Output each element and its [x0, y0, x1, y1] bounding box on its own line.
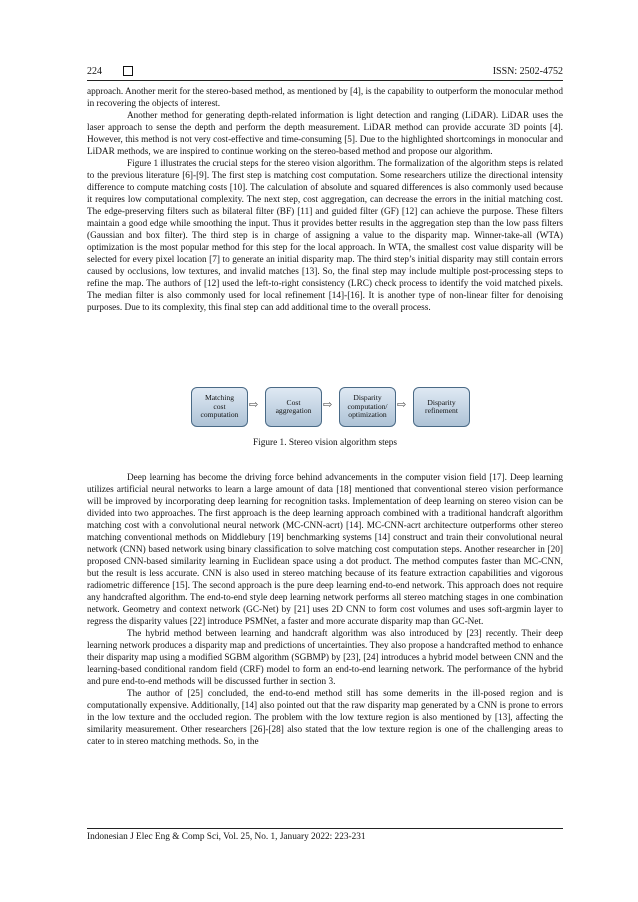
step-matching-cost-box	[191, 387, 248, 427]
figure-1-flowchart	[191, 384, 473, 426]
step-label: Disparity refinement	[425, 397, 458, 415]
issn-label: ISSN: 2502-4752	[492, 66, 563, 77]
step-label: Disparity computation/ optimization	[347, 393, 388, 420]
step-disparity-refinement-box	[413, 387, 470, 427]
header-rule	[87, 80, 563, 81]
paragraph: Figure 1 illustrates the crucial steps for the stereo vision algorithm. The formalization of the algorithm steps is related to the previous literature [6]-[9]. The first step is matching cost computation. Some researchers utilize the directional intensity difference to compute matching costs [10]. The calculation of absolute and squared differences is also commonly used because it requires low computational complexity. The next step, cost aggregation, can decrease the errors in the initial matching cost. The edge-preserving filters such as bilateral filter (BF) [11] and guided filter (GF) [12] can achieve the purpose. These filters maintain a good edge while smoothing the input. Thus it provides better results in the aggregation step than the low pass filters (Gaussian and box filter). The third step is in charge of assigning a value to the disparity map. Winner-take-all (WTA) optimization is the most popular method for this step for the local approach. In WTA, the smallest cost value disparity will be selected for every pixel location [7] to generate an initial disparity map. The third step’s initial disparity may still contain errors caused by occlusions, low textures, and invalid matches [13]. So, the final step may include multiple post-processing steps to refine the map. The authors of [12] used the left-to-right consistency (LRC) check process to identify the void matched pixels. The median filter is also commonly used for local refinement [14]-[16]. It is another type of non-linear filter for denoising purposes. Due to its complexity, this final step can add additional time to the overall process.	[87, 159, 563, 313]
square-icon	[123, 66, 133, 76]
step-disparity-computation-box	[339, 387, 396, 427]
paragraph: Deep learning has become the driving force behind advancements in the computer vision field [17]. Deep learning utilizes artificial neural networks to learn a large amount of data [18] mentioned that conventional stereo vision performance will be improved by incorporating deep learning for recognition tasks. Implementation of deep learning on stereo vision can be divided into two approaches. The first approach is the deep learning approach combined with a traditional handcraft algorithm matching cost with a convolutional neural network (MC-CNN-acrt) [14]. MC-CNN-acrt architecture outperforms other stereo matching conventional methods on Middlebury [19] benchmarking systems [14] construct and train their convolutional neural network (CNN) based network using binary classification to solve matching cost computation steps. Another researcher in [20] proposed CNN-based similarity learning in Euclidean space using a dot product. The method computes faster than MC-CNN, but the result is less accurate. CNN is also used in stereo matching because of its feature extraction capabilities and vigorous radiometric difference [15]. The second approach is the pure deep learning end-to-end network. This approach does not require any handcrafted algorithm. The end-to-end style deep learning network performs all stereo matching stages in one combination network. Geometry and context network (GC-Net) by [21] uses 2D CNN to form cost volumes and uses soft-argmin layer to regress the disparity values [22] introduce PSMNet, a faster and more accurate disparity map than GC-Net.	[87, 473, 563, 627]
figure-caption: Figure 1. Stereo vision algorithm steps	[252, 438, 398, 448]
paragraph: Another method for generating depth-related information is light detection and ranging (LiDAR). LiDAR uses the laser approach to sense the depth and perform the depth measurement. LiDAR method can provide accurate 3D points [4]. However, this method is not very cost-effective and time-consuming [5]. Due to the highlighted shortcomings in monocular and LiDAR methods, we are inspired to continue working on the stereo-based method and propose our algorithm.	[87, 111, 563, 157]
body-text-top	[87, 86, 563, 314]
journal-footer: Indonesian J Elec Eng & Comp Sci, Vol. 25, No. 1, January 2022: 223-231	[87, 832, 366, 842]
page-number: 224	[87, 66, 102, 77]
paragraph: The hybrid method between learning and handcraft algorithm was also introduced by [23] recently. Their deep learning network produces a disparity map and predictions of uncertainties. They also propose a handcrafted method to enhance their disparity map using a modified SGBM algorithm (SGBMP) by [23], [24] introduces a hybrid model between CNN and the learning-based conditional random field (CRF) model to form an end-to-end learning network. The performance of the hybrid and pure end-to-end methods will be discussed further in section 3.	[87, 629, 563, 687]
step-label: Cost aggregation	[275, 397, 312, 415]
arrow-right-icon: ⇨	[397, 399, 407, 411]
step-label: Matching cost computation	[200, 393, 239, 420]
body-text-bottom	[87, 472, 563, 748]
footer-rule	[87, 828, 563, 829]
paragraph: approach. Another merit for the stereo-based method, as mentioned by [4], is the capability to outperform the monocular method in recovering the objects of interest.	[87, 87, 563, 109]
arrow-right-icon: ⇨	[323, 399, 333, 411]
step-cost-aggregation-box	[265, 387, 322, 427]
page-header	[87, 66, 563, 80]
arrow-right-icon: ⇨	[249, 399, 259, 411]
paragraph: The author of [25] concluded, the end-to-end method still has some demerits in the ill-posed region and is computationally expensive. Additionally, [14] also pointed out that the raw disparity map generated by a CNN is prone to errors in the low texture and the occluded region. The problem with the low texture region is also mentioned by [13], affecting the similarity measurement. Other researchers [26]-[28] also stated that the low texture region is one of the challenging areas to cater to in stereo matching methods. So, in the	[87, 689, 563, 747]
